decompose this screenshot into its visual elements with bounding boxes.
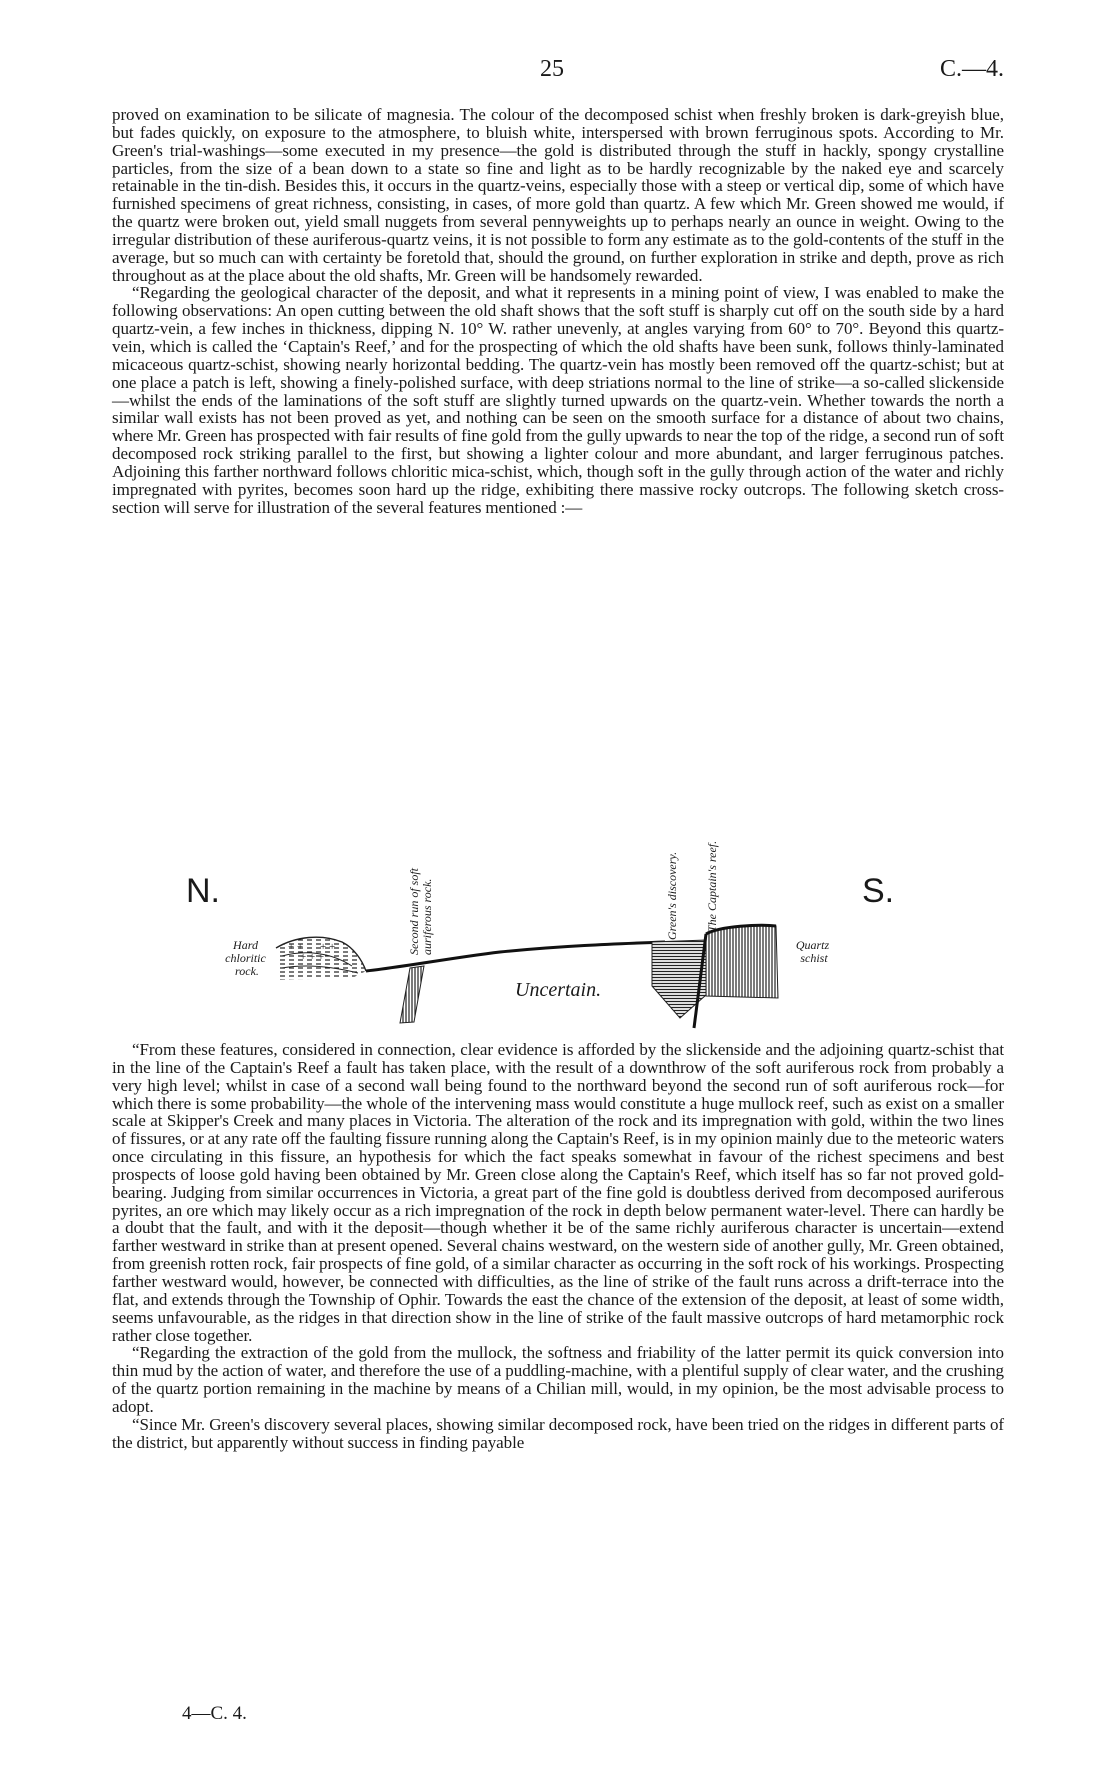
- svg-text:auriferous rock.: auriferous rock.: [420, 878, 434, 955]
- captains-reef-label: [705, 841, 719, 932]
- greens-discovery-label: [665, 852, 679, 940]
- hard-chloritic-rock-mass: [276, 937, 366, 980]
- north-label: N.: [186, 872, 220, 910]
- cross-section-svg: [0, 790, 1114, 1040]
- quartz-schist-label: Quartz schist: [795, 938, 830, 965]
- document-code: C.—4.: [939, 56, 1004, 82]
- quartz-schist-mass: [706, 925, 778, 998]
- svg-text:+ +: + +: [288, 941, 304, 953]
- second-run-shaft: [400, 966, 424, 1023]
- paragraph: proved on examination to be silicate of magnesia. The colour of the decomposed schist when freshly broken is dark-greyish blue, but fades quickly, on exposure to the atmosphere, to bluish white, interspersed with brown ferruginous spots. According to Mr. Green's trial-washings—some executed in my presence—the gold is distributed through the stuff in hackly, spongy crystalline particles, from the size of a bean down to a state so fine and light as to be hardly recognizable by the naked eye and scarcely retainable in the tin-dish. Besides this, it occurs in the quartz-veins, especially those with a steep or vertical dip, some of which have furnished specimens of great richness, consisting, in cases, of more gold than quartz. A few which Mr. Green showed me would, if the quartz were broken out, yield small nuggets from several pennyweights up to perhaps nearly an ounce in weight. Owing to the irregular distribution of these auriferous-quartz veins, it is not possible to form any estimate as to the gold-contents of the stuff in the average, but so much can with certainty be foretold that, should the ground, on further exploration in strike and depth, prove as rich throughout as at the place about the old shafts, Mr. Green will be handsomely rewarded.: [112, 105, 1004, 285]
- svg-text:Green's discovery.: Green's discovery.: [665, 851, 679, 940]
- paragraph: “Regarding the extraction of the gold from the mullock, the softness and friability of the latter permit its quick conversion into thin mud by the action of water, and therefore the use of a puddling-machine, with a plentiful supply of clear water, and the crushing of the quartz portion remaining in the machine by means of a Chilian mill, would, in my opinion, be the most advisable process to adopt.: [112, 1343, 1004, 1416]
- paragraph: “From these features, considered in connection, clear evidence is afforded by the slickenside and the adjoining quartz-schist that in the line of the Captain's Reef a fault has taken place, with the result of a downthrow of the soft auriferous rock from probably a very high level; whilst in case of a second wall being found to the northward beyond the second run of soft auriferous rock—for which there is some probability—the whole of the intervening mass would constitute a huge mullock reef, such as exist on a smaller scale at Skipper's Creek and many places in Victoria. The alteration of the rock and its impregnation with gold, within the two lines of fissures, or at any rate off the faulting fissure running along the Captain's Reef, is in my opinion mainly due to the meteoric waters once circulating in this fissure, an hypothesis for which the fact speaks somewhat in favour of the richest specimens and best prospects of loose gold having been obtained by Mr. Green close along the Captain's Reef, which itself has so far not proved gold-bearing. Judging from similar occurrences in Victoria, a great part of the fine gold is doubtless derived from decomposed auriferous pyrites, an ore which may likely occur as a rich impregnation of the rock in depth below permanent water-level. There can hardly be a doubt that the fault, and with it the deposit—though whether it be of the same richly auriferous character is uncertain—extend farther westward in strike than at present opened. Several chains westward, on the western side of another gully, Mr. Green obtained, from greenish rotten rock, fair prospects of fine gold, of a similar character as occurring in the soft rock of his workings. Prospecting farther westward would, however, be connected with difficulties, as the line of strike of the fault runs across a drift-terrace into the flat, and extends through the Township of Ophir. Towards the east the chance of the extension of the deposit, at least of some width, seems unfavourable, as the ridges in that direction show in the line of strike of the fault massive outcrops of hard metamorphic rock rather close together.: [112, 1040, 1004, 1345]
- paragraph: “Since Mr. Green's discovery several places, showing similar decomposed rock, have been tried on the ridges in different parts of the district, but apparently without success in finding payable: [112, 1414, 1004, 1452]
- hard-chloritic-rock-label: Hard chloritic rock.: [225, 938, 266, 978]
- text-block-bottom: [112, 1041, 1004, 1451]
- svg-text:+ +: + +: [320, 941, 336, 953]
- svg-text:The Captain's reef.: The Captain's reef.: [705, 840, 719, 932]
- second-run-label: [407, 867, 434, 955]
- text-block-top: [112, 106, 1004, 516]
- svg-text:+ + +: + + +: [300, 951, 325, 963]
- uncertain-label: Uncertain.: [515, 979, 602, 1001]
- page-number: 25: [540, 56, 564, 82]
- cross-section-diagram: [0, 790, 1114, 1040]
- south-label: S.: [862, 872, 895, 910]
- svg-text:Second run of soft: Second run of soft: [407, 868, 421, 955]
- footer-code: 4—C. 4.: [182, 1703, 247, 1724]
- paragraph: “Regarding the geological character of the deposit, and what it represents in a mining point of view, I was enabled to make the following observations: An open cutting between the old shaft shows that the soft stuff is sharply cut off on the south side by a hard quartz-vein, a few inches in thickness, dipping N. 10° W. rather unevenly, at angles varying from 60° to 70°. Beyond this quartz-vein, which is called the ‘Captain's Reef,’ and for the prospecting of which the old shafts have been sunk, follows thinly-laminated micaceous quartz-schist, showing nearly horizontal bedding. The quartz-vein has mostly been removed off the quartz-schist; but at one place a patch is left, showing a finely-polished surface, with deep striations normal to the line of strike—a so-called slickenside—whilst the ends of the laminations of the soft stuff are slightly turned upwards on the quartz-vein. Whether towards the north a similar wall exists has not been proved as yet, and nothing can be seen on the smooth surface for a distance of about two chains, where Mr. Green has prospected with fair results of fine gold from the gully upwards to near the top of the ridge, a second run of soft decomposed rock striking parallel to the first, but showing a lighter colour and more abundant, and larger ferruginous patches. Adjoining this farther northward follows chloritic mica-schist, which, though soft in the gully through action of the water and richly impregnated with pyrites, becomes soon hard up the ridge, exhibiting there massive rocky outcrops. The following sketch cross-section will serve for illustration of the several features mentioned :—: [112, 283, 1004, 517]
